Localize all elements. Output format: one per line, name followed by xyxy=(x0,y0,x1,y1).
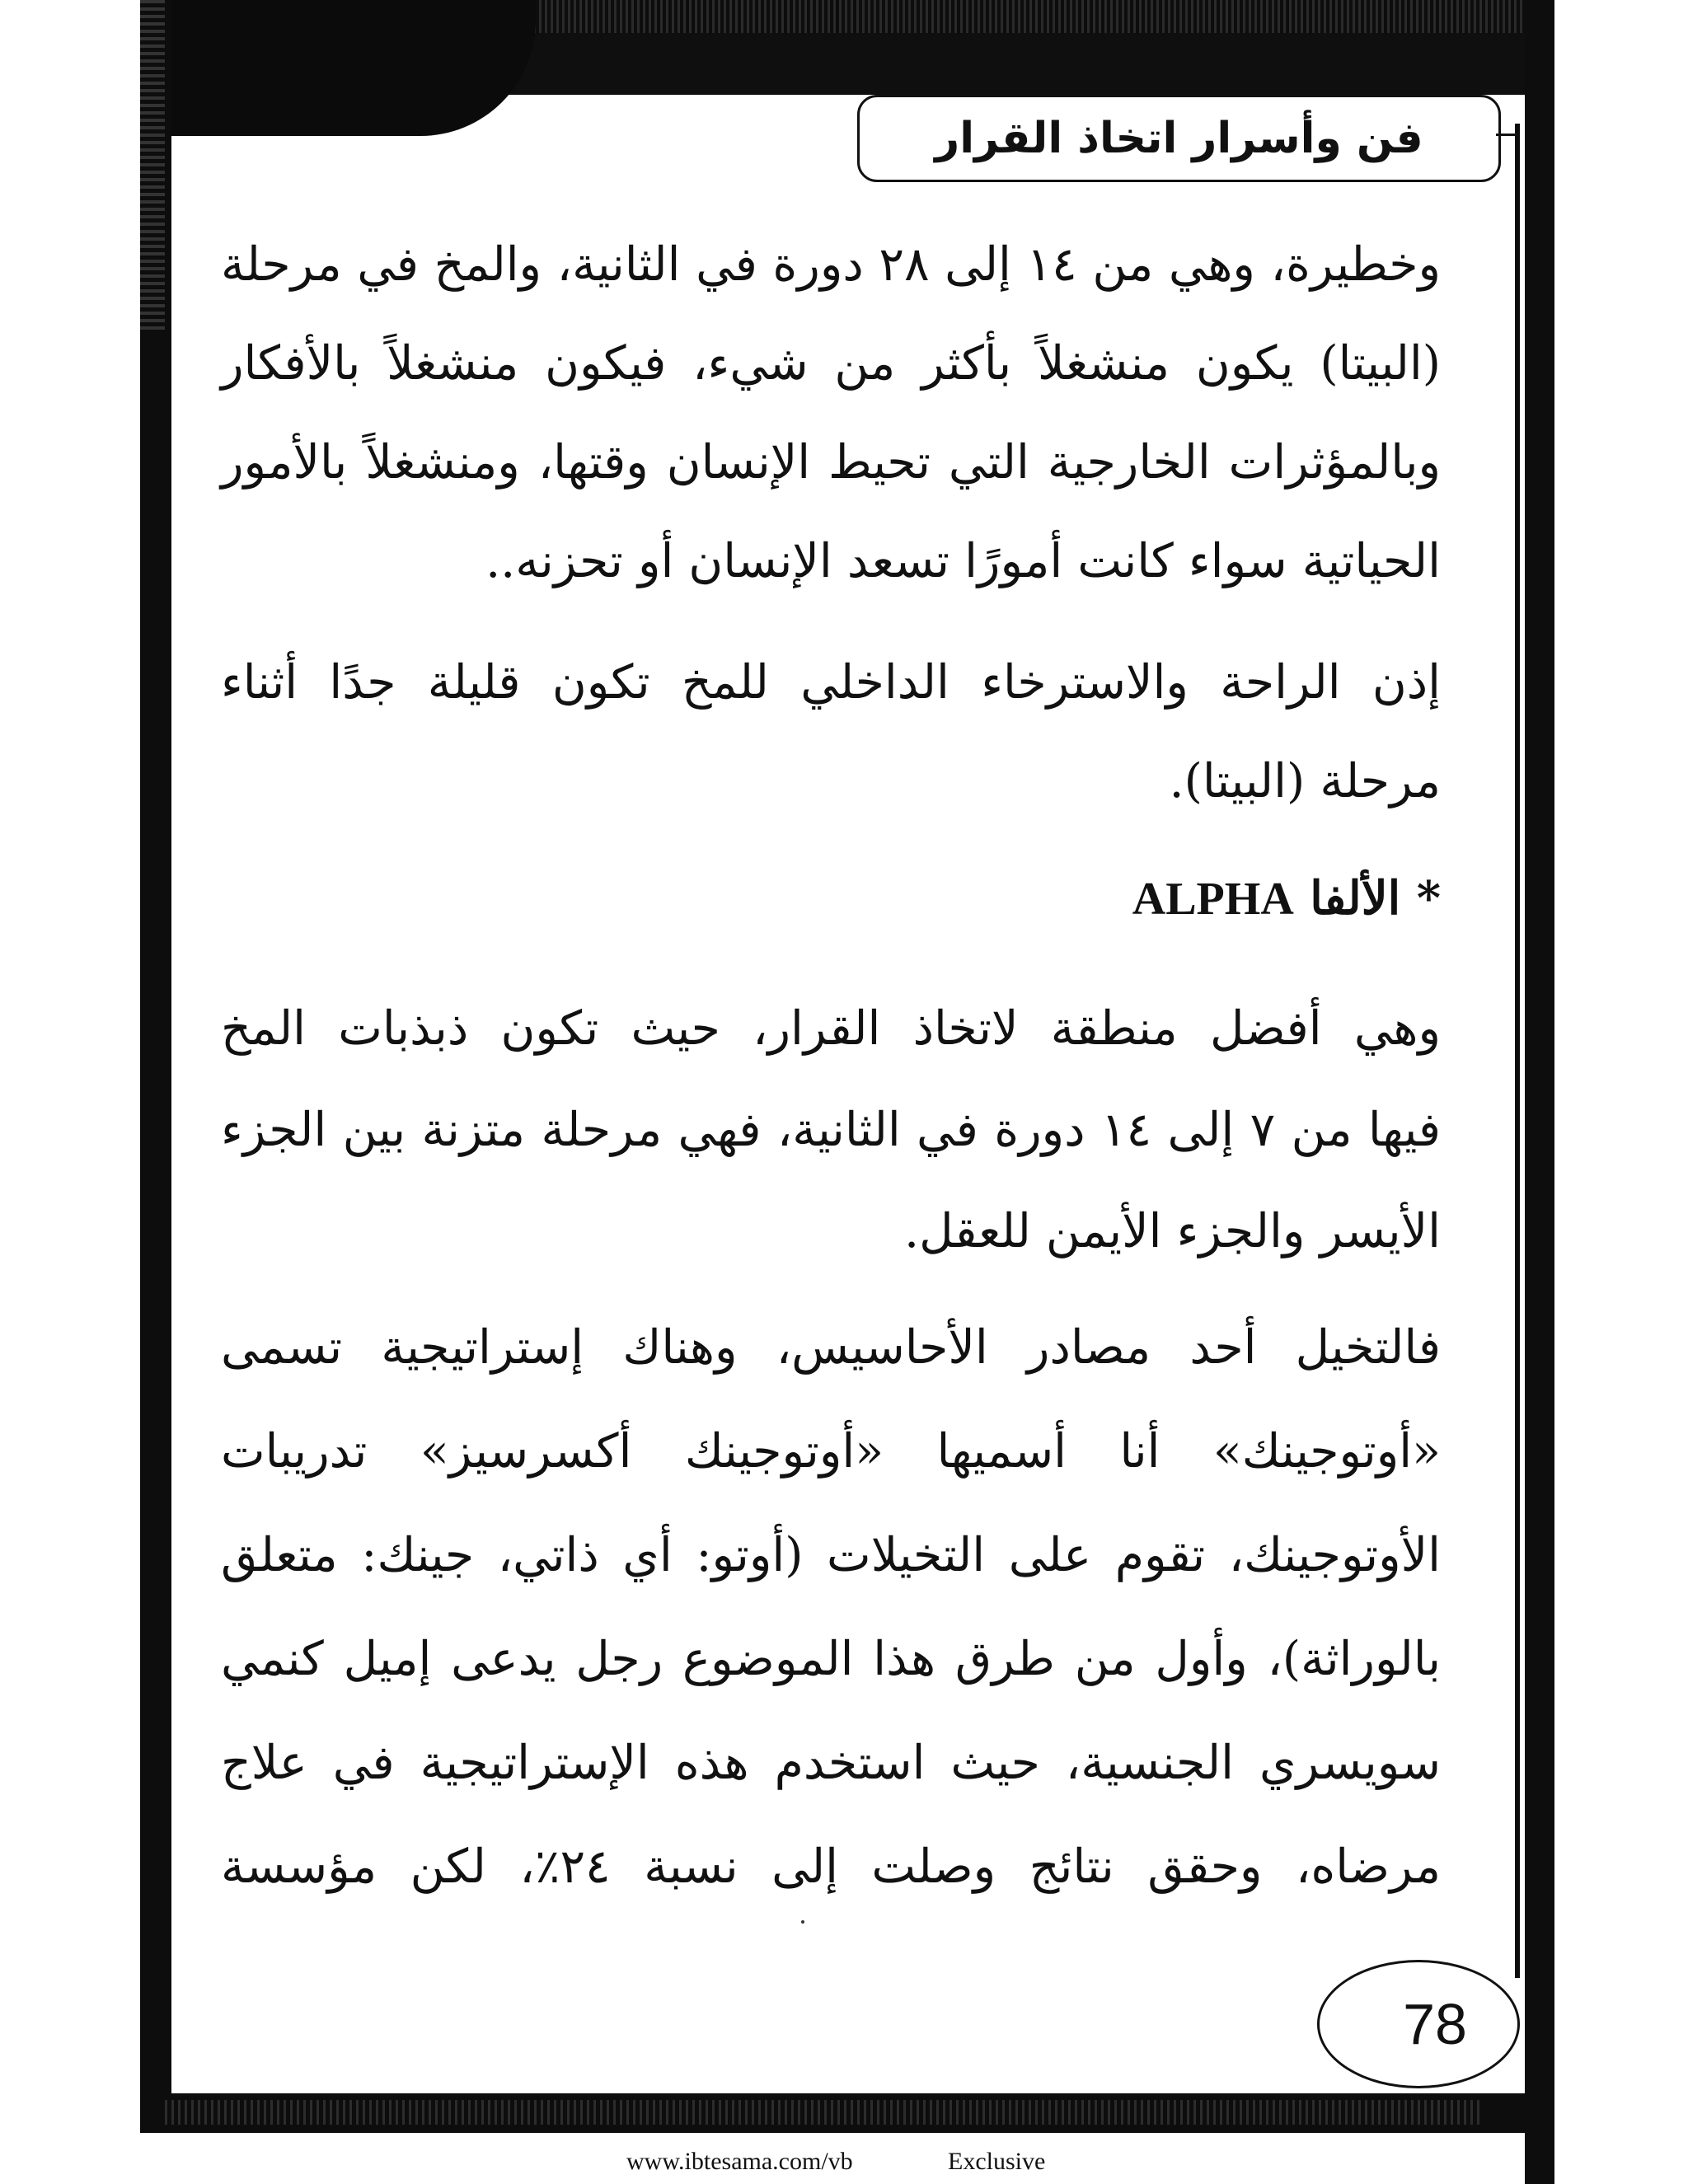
text-line: إذن الراحة والاسترخاء الداخلي للمخ تكون قليلة جدًا أثناء xyxy=(221,655,1441,710)
scan-speck xyxy=(801,1920,804,1924)
text-line: وبالمؤثرات الخارجية التي تحيط الإنسان وقتها، ومنشغلاً بالأمور xyxy=(221,435,1441,490)
scan-edge-noise xyxy=(165,2100,1484,2125)
footer-tag: Exclusive xyxy=(948,2148,1046,2175)
text-line: الأوتوجينك، تقوم على التخيلات (أوتو: أي ذاتي، جينك: متعلق xyxy=(221,1528,1441,1582)
scan-edge-noise xyxy=(140,0,165,330)
scan-edge-right xyxy=(1525,0,1554,2184)
text-line: الحياتية سواء كانت أمورًا تسعد الإنسان أو تحزنه.. xyxy=(485,534,1441,588)
text-line: (البيتا) يكون منشغلاً بأكثر من شيء، فيكون منشغلاً بالأفكار xyxy=(221,336,1441,391)
header-rule xyxy=(1496,134,1519,136)
text-line: فيها من ٧ إلى ١٤ دورة في الثانية، فهي مرحلة متزنة بين الجزء xyxy=(221,1103,1442,1157)
text-line: سويسري الجنسية، حيث استخدم هذه الإستراتيجية في علاج xyxy=(221,1736,1441,1790)
text-line: مرحلة (البيتا). xyxy=(1169,754,1441,808)
text-line: مرضاه، وحقق نتائج وصلت إلى نسبة ٢٤٪، لكن مؤسسة xyxy=(221,1840,1441,1894)
text-line: «أوتوجينك» أنا أسميها «أوتوجينك أكسرسيز» تدريبات xyxy=(221,1424,1441,1479)
page-number-badge xyxy=(1317,1960,1520,2088)
text-line: وخطيرة، وهي من ١٤ إلى ٢٨ دورة في الثانية، والمخ في مرحلة xyxy=(221,237,1441,292)
text-line: وهي أفضل منطقة لاتخاذ القرار، حيث تكون ذبذبات المخ xyxy=(221,1001,1441,1056)
text-line: بالوراثة)، وأول من طرق هذا الموضوع رجل يدعى إميل كنمي xyxy=(221,1632,1441,1686)
book-title: فن وأسرار اتخاذ القرار xyxy=(935,114,1423,163)
scan-edge-corner xyxy=(140,0,536,136)
section-heading-arabic: * الألفا xyxy=(1310,871,1441,926)
section-heading xyxy=(221,871,1441,933)
text-line: فالتخيل أحد مصادر الأحاسيس، وهناك إستراتيجية تسمى xyxy=(221,1320,1441,1375)
scan-edge-right-inner xyxy=(1515,124,1520,1978)
running-header xyxy=(857,95,1501,182)
footer-url: www.ibtesama.com/vb xyxy=(626,2148,853,2175)
section-heading-latin: ALPHA xyxy=(1132,874,1294,925)
text-line: الأيسر والجزء الأيمن للعقل. xyxy=(903,1204,1441,1258)
page-number: 78 xyxy=(1403,1992,1467,2056)
